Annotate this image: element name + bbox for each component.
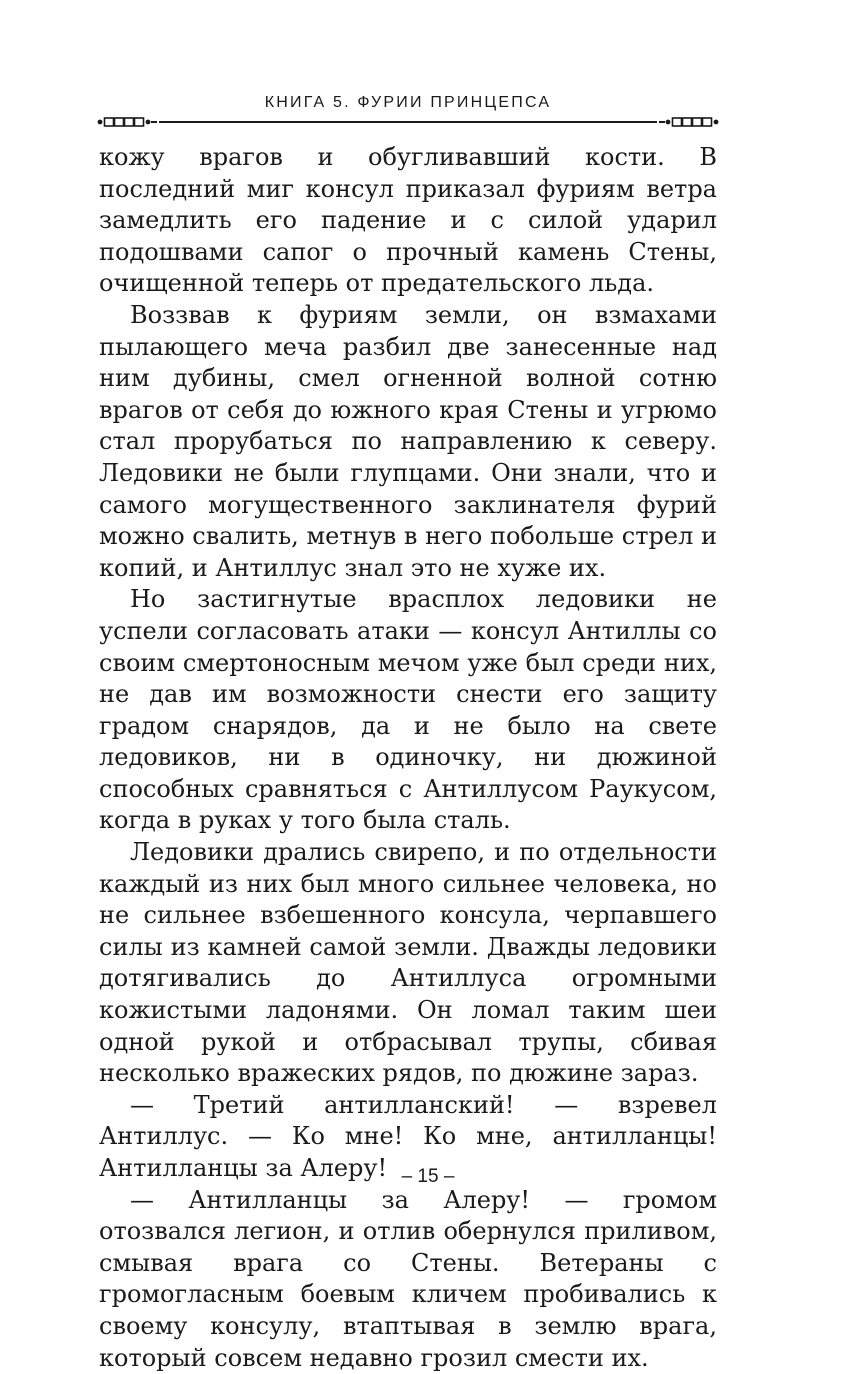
header-ornament-left (97, 115, 157, 129)
page-body (99, 142, 717, 1374)
paragraph-3: Но застигнутые врасплох ледовики не успели согласовать атаки — консул Антиллы со своим смертоносным мечом уже был среди них, не дав им возможности снести его защиту градом снарядов, да и не было на свете ледовиков, ни в одиночку, ни дюжиной способных сравняться с Антиллусом Раукусом, когда в руках у того была сталь. (99, 585, 717, 835)
paragraph-1: кожу врагов и обугливавший кости. В последний миг консул приказал фуриям ветра замедлить его падение и с силой ударил подошвами сапог о прочный камень Стены, очищенной теперь от предательского льда. (99, 143, 717, 298)
paragraph-5-dialogue: — Третий антилланский! — взревел Антиллус. — Ко мне! Ко мне, антилланцы! Антилланцы за Алеру! (99, 1090, 717, 1182)
paragraph-4: Ледовики дрались свирепо, и по отдельности каждый из них был много сильнее человека, но не сильнее взбешенного консула, черпавшего силы из камней самой земли. Дважды ледовики дотягивались до Антиллуса огромными кожистыми ладонями. Он ломал таким шеи одной рукой и отбрасывал трупы, сбивая несколько вражеских рядов, по дюжине зараз. (99, 838, 717, 1088)
header-rule (159, 121, 657, 123)
page-number: – 15 – (401, 1166, 455, 1187)
paragraph-6-dialogue: — Антилланцы за Алеру! — громом отозвался легион, и отлив обернулся приливом, смывая врага со Стены. Ветераны с громогласным боевым кличем пробивались к своему консулу, втаптывая в землю врага, который совсем недавно грозил смести их. (99, 1185, 717, 1372)
running-title: КНИГА 5. ФУРИИ ПРИНЦЕПСА (264, 94, 552, 111)
running-header (97, 92, 719, 132)
header-ornament-right (659, 115, 719, 129)
paragraph-2: Воззвав к фуриям земли, он взмахами пылающего меча разбил две занесенные над ним дубины, смел огненной волной сотню врагов от себя до южного края Стены и угрюмо стал прорубаться по направлению к северу. Ледовики не были глупцами. Они знали, что и самого могущественного заклинателя фурий можно свалить, метнув в него побольше стрел и копий, и Антиллус знал это не хуже их. (99, 300, 717, 582)
